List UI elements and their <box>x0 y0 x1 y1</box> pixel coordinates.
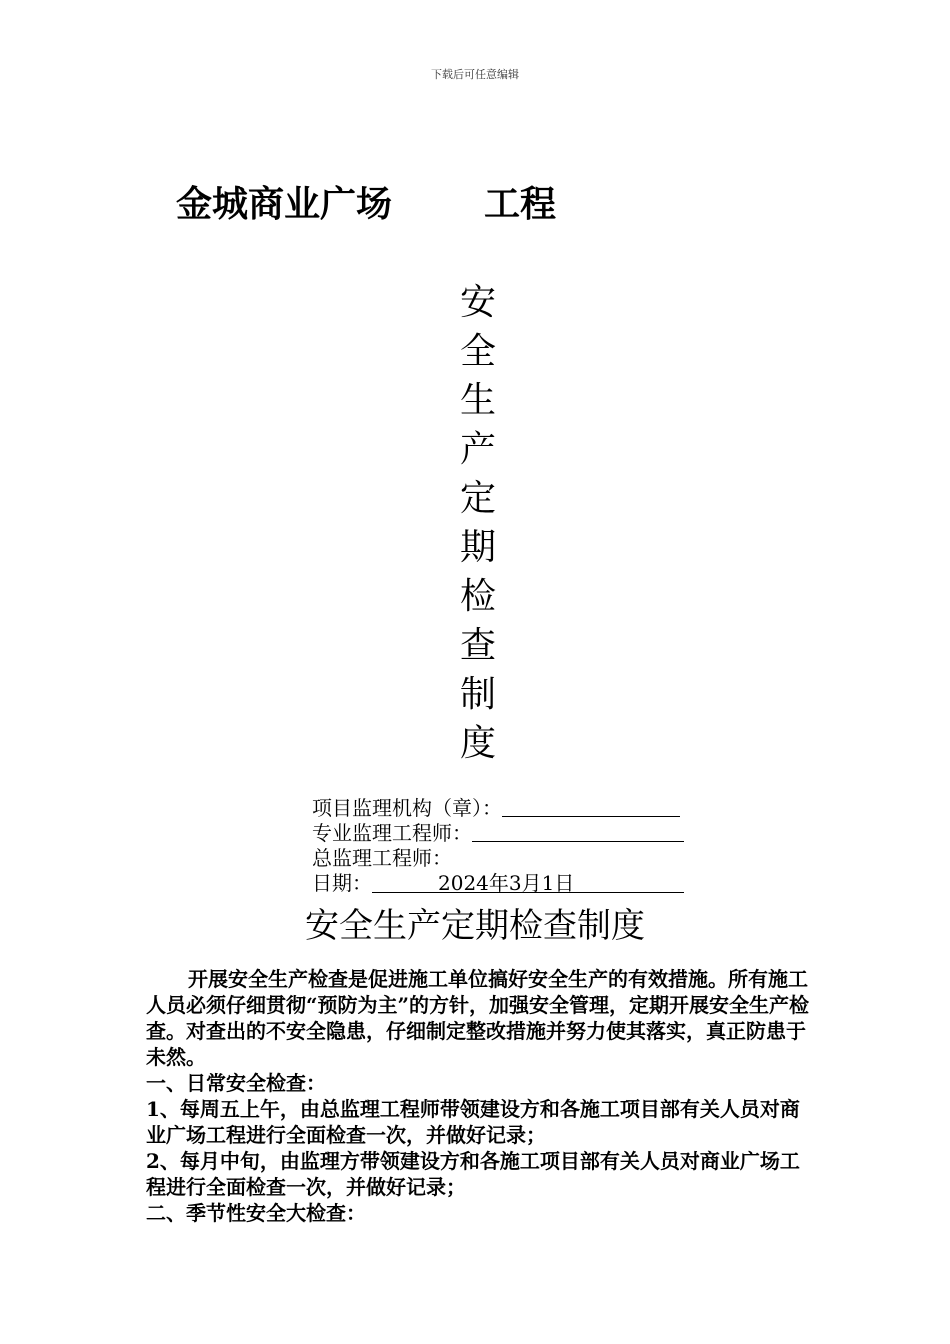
vertical-char: 检 <box>459 576 496 617</box>
date-label: 日期： <box>312 871 372 895</box>
vertical-char: 度 <box>459 723 496 764</box>
vertical-char: 制 <box>459 674 496 715</box>
org-label: 项目监理机构（章）： <box>312 796 502 820</box>
intro-paragraph: 开展安全生产检查是促进施工单位搞好安全生产的有效措施。所有施工人员必须仔细贯彻“预防为主”的方针，加强安全管理，定期开展安全生产检查。对查出的不安全隐患，仔细制定整改措施并努力使其落实，真正防患于未然。 <box>146 967 810 1069</box>
vertical-char: 生 <box>459 380 496 421</box>
chief-label: 总监理工程师： <box>312 846 452 870</box>
date-row <box>312 871 684 896</box>
engineer-label: 专业监理工程师： <box>312 821 472 845</box>
section-heading: 二、季节性安全大检查： <box>146 1201 366 1225</box>
vertical-char: 全 <box>459 331 496 372</box>
list-item: 2、每月中旬，由监理方带领建设方和各施工项目部有关人员对商业广场工程进行全面检查一次，并做好记录； <box>146 1149 800 1199</box>
org-blank-line <box>502 796 680 817</box>
vertical-char: 期 <box>459 527 496 568</box>
section-heading: 一、日常安全检查： <box>146 1071 326 1095</box>
engineer-row <box>312 821 684 846</box>
cover-project-title <box>176 176 556 227</box>
document-title: 安全生产定期检查制度 <box>305 906 645 946</box>
date-value: 2024年3月1日 <box>372 871 684 893</box>
org-row <box>312 796 684 821</box>
project-name: 金城商业广场 <box>176 184 393 225</box>
vertical-char: 查 <box>459 625 496 666</box>
vertical-char: 定 <box>459 478 496 519</box>
chief-row <box>312 846 684 871</box>
signature-block <box>312 796 684 896</box>
vertical-title <box>456 278 500 768</box>
list-item: 1、每周五上午，由总监理工程师带领建设方和各施工项目部有关人员对商业广场工程进行全面检查一次，并做好记录； <box>146 1097 800 1147</box>
engineer-blank-line <box>472 821 684 842</box>
header-note: 下载后可任意编辑 <box>431 68 519 81</box>
vertical-char: 产 <box>459 429 496 470</box>
document-body <box>146 966 810 1226</box>
project-suffix: 工程 <box>484 184 557 225</box>
vertical-char: 安 <box>459 282 496 323</box>
